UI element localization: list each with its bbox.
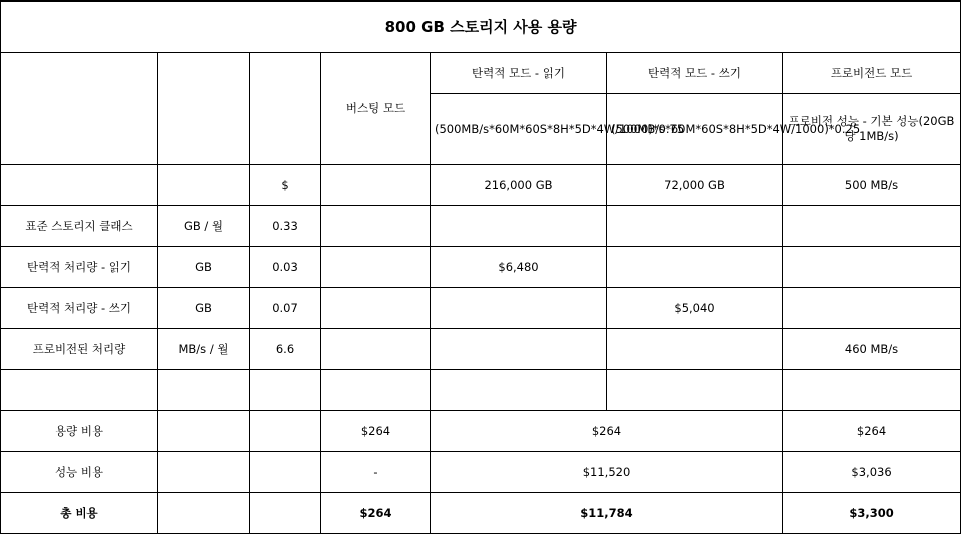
row-label: 탄력적 처리량 - 읽기 <box>1 247 158 288</box>
row-price: 0.07 <box>250 288 321 329</box>
units-row-unit <box>158 165 250 206</box>
units-row-bursting <box>321 165 431 206</box>
table-row <box>1 329 961 370</box>
row-bursting <box>321 288 431 329</box>
empty-cell <box>783 370 961 411</box>
empty-cell <box>250 493 321 534</box>
total-prov: $3,300 <box>783 493 961 534</box>
header-elastic-read: 탄력적 모드 - 읽기 <box>431 53 607 94</box>
row-unit: GB <box>158 288 250 329</box>
header-bursting: 버스팅 모드 <box>321 53 431 165</box>
row-read <box>431 329 607 370</box>
row-read <box>431 288 607 329</box>
empty-cell <box>250 452 321 493</box>
capacity-bursting: $264 <box>321 411 431 452</box>
row-label: 표준 스토리지 클래스 <box>1 206 158 247</box>
empty-cell <box>158 370 250 411</box>
empty-cell <box>250 411 321 452</box>
empty-row <box>1 370 961 411</box>
total-elastic: $11,784 <box>431 493 783 534</box>
total-bursting: $264 <box>321 493 431 534</box>
empty-cell <box>158 493 250 534</box>
capacity-cost-row <box>1 411 961 452</box>
header-blank-price <box>250 53 321 165</box>
row-write <box>607 206 783 247</box>
row-prov <box>783 247 961 288</box>
row-price: 6.6 <box>250 329 321 370</box>
row-prov <box>783 206 961 247</box>
formula-read: (500MB/s*60M*60S*8H*5D*4W/1000)*0.75 <box>431 94 607 165</box>
perf-prov: $3,036 <box>783 452 961 493</box>
empty-cell <box>607 370 783 411</box>
empty-cell <box>431 370 607 411</box>
row-price: 0.33 <box>250 206 321 247</box>
row-read <box>431 206 607 247</box>
formula-write: (500MB/s*60M*60S*8H*5D*4W/1000)*0.25 <box>607 94 783 165</box>
perf-bursting: - <box>321 452 431 493</box>
empty-cell <box>158 452 250 493</box>
perf-cost-row <box>1 452 961 493</box>
row-prov: 460 MB/s <box>783 329 961 370</box>
capacity-elastic: $264 <box>431 411 783 452</box>
row-price: 0.03 <box>250 247 321 288</box>
row-unit: MB/s / 월 <box>158 329 250 370</box>
empty-cell <box>250 370 321 411</box>
capacity-cost-label: 용량 비용 <box>1 411 158 452</box>
prov-amount: 500 MB/s <box>783 165 961 206</box>
empty-cell <box>321 370 431 411</box>
perf-cost-label: 성능 비용 <box>1 452 158 493</box>
row-label: 탄력적 처리량 - 쓰기 <box>1 288 158 329</box>
row-bursting <box>321 206 431 247</box>
table-row <box>1 288 961 329</box>
row-label: 프로비전된 처리량 <box>1 329 158 370</box>
total-cost-label: 총 비용 <box>1 493 158 534</box>
row-bursting <box>321 247 431 288</box>
total-cost-row <box>1 493 961 534</box>
price-unit: $ <box>250 165 321 206</box>
page-title: 800 GB 스토리지 사용 용량 <box>1 1 961 53</box>
empty-cell <box>1 370 158 411</box>
row-unit: GB / 월 <box>158 206 250 247</box>
header-provisioned: 프로비전드 모드 <box>783 53 961 94</box>
header-blank-label <box>1 53 158 165</box>
perf-elastic: $11,520 <box>431 452 783 493</box>
row-write: $5,040 <box>607 288 783 329</box>
row-read: $6,480 <box>431 247 607 288</box>
header-blank-unit <box>158 53 250 165</box>
write-amount: 72,000 GB <box>607 165 783 206</box>
empty-cell <box>158 411 250 452</box>
row-bursting <box>321 329 431 370</box>
header-elastic-write: 탄력적 모드 - 쓰기 <box>607 53 783 94</box>
units-row-label <box>1 165 158 206</box>
row-unit: GB <box>158 247 250 288</box>
row-write <box>607 329 783 370</box>
read-amount: 216,000 GB <box>431 165 607 206</box>
table-row <box>1 206 961 247</box>
row-prov <box>783 288 961 329</box>
formula-provisioned: 프로비전 성능 - 기본 성능(20GB당 1MB/s) <box>783 94 961 165</box>
capacity-prov: $264 <box>783 411 961 452</box>
row-write <box>607 247 783 288</box>
table-row <box>1 247 961 288</box>
